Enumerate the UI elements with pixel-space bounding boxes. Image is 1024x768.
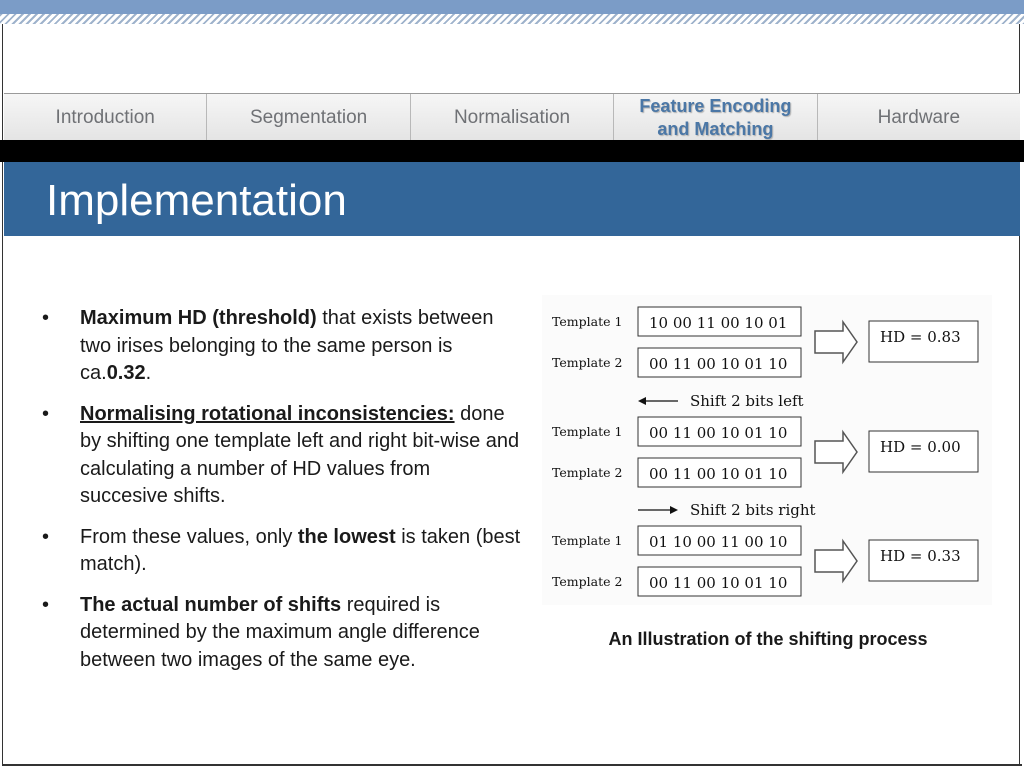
arrowhead-icon xyxy=(670,506,678,514)
top-hatch-decoration xyxy=(0,14,1024,24)
bullet-text: Maximum HD (threshold) xyxy=(80,307,317,329)
bullet-text: From these values, only xyxy=(80,525,298,548)
template-1-label: Template 1 xyxy=(552,424,623,439)
template-1-bits: 10 00 11 00 10 01 xyxy=(649,314,788,332)
hd-value: HD = 0.00 xyxy=(880,438,961,456)
template-2-bits: 00 11 00 10 01 10 xyxy=(649,355,788,373)
top-stripe xyxy=(0,0,1024,14)
figure-caption: An Illustration of the shifting process xyxy=(608,629,928,649)
bullet-text: is taken (best match). xyxy=(80,525,521,575)
bullet-item xyxy=(42,305,522,388)
bullet-text: required is determined by the maximum angle difference between two images of the same eye. xyxy=(80,593,480,671)
slide-title: Implementation xyxy=(46,176,347,225)
template-2-bits: 00 11 00 10 01 10 xyxy=(649,574,788,592)
section-nav xyxy=(4,93,1020,142)
shifting-diagram xyxy=(542,295,992,605)
right-arrow-icon xyxy=(815,322,857,362)
bullet-text: . xyxy=(145,362,152,384)
arrowhead-icon xyxy=(638,397,646,405)
template-2-label: Template 2 xyxy=(552,355,623,370)
template-2-label: Template 2 xyxy=(552,574,623,589)
title-bar xyxy=(4,162,1020,236)
shift-label: Shift 2 bits left xyxy=(690,392,804,410)
bullet-item xyxy=(42,524,522,579)
template-2-label: Template 2 xyxy=(552,465,623,480)
shifting-figure xyxy=(542,295,992,605)
tab-introduction[interactable]: Introduction xyxy=(4,94,207,141)
template-1-bits: 01 10 00 11 00 10 xyxy=(649,533,788,551)
bullet-text: that exists between two irises belonging to the same person is ca. xyxy=(80,307,494,384)
right-arrow-icon xyxy=(815,541,857,581)
template-1-label: Template 1 xyxy=(552,533,623,548)
bottom-border xyxy=(2,764,1022,766)
tab-label: Feature Encoding and Matching xyxy=(639,95,792,139)
divider-band xyxy=(0,140,1024,162)
tab-segmentation[interactable]: Segmentation xyxy=(207,94,410,141)
hd-value: HD = 0.83 xyxy=(880,328,961,346)
bullet-text: The actual number of shifts xyxy=(80,593,342,616)
shift-label: Shift 2 bits right xyxy=(690,501,816,519)
bullet-text: the lowest xyxy=(297,525,396,548)
template-2-bits: 00 11 00 10 01 10 xyxy=(649,465,788,483)
bullet-text: 0.32 xyxy=(106,362,146,384)
tab-normalisation[interactable]: Normalisation xyxy=(411,94,614,141)
template-1-label: Template 1 xyxy=(552,314,623,329)
bullet-item xyxy=(42,592,522,675)
tab-hardware[interactable]: Hardware xyxy=(818,94,1020,141)
template-1-bits: 00 11 00 10 01 10 xyxy=(649,424,788,442)
right-arrow-icon xyxy=(815,432,857,472)
hd-value: HD = 0.33 xyxy=(880,547,961,565)
tab-feature-encoding-and-matching[interactable] xyxy=(614,94,817,141)
bullet-list xyxy=(42,305,522,687)
bullet-item xyxy=(42,401,522,511)
bullet-text: Normalising rotational inconsistencies: xyxy=(80,402,455,425)
bullet-text: done by shifting one template left and right bit-wise and calculating a number of HD values from succesive shifts. xyxy=(80,402,520,507)
